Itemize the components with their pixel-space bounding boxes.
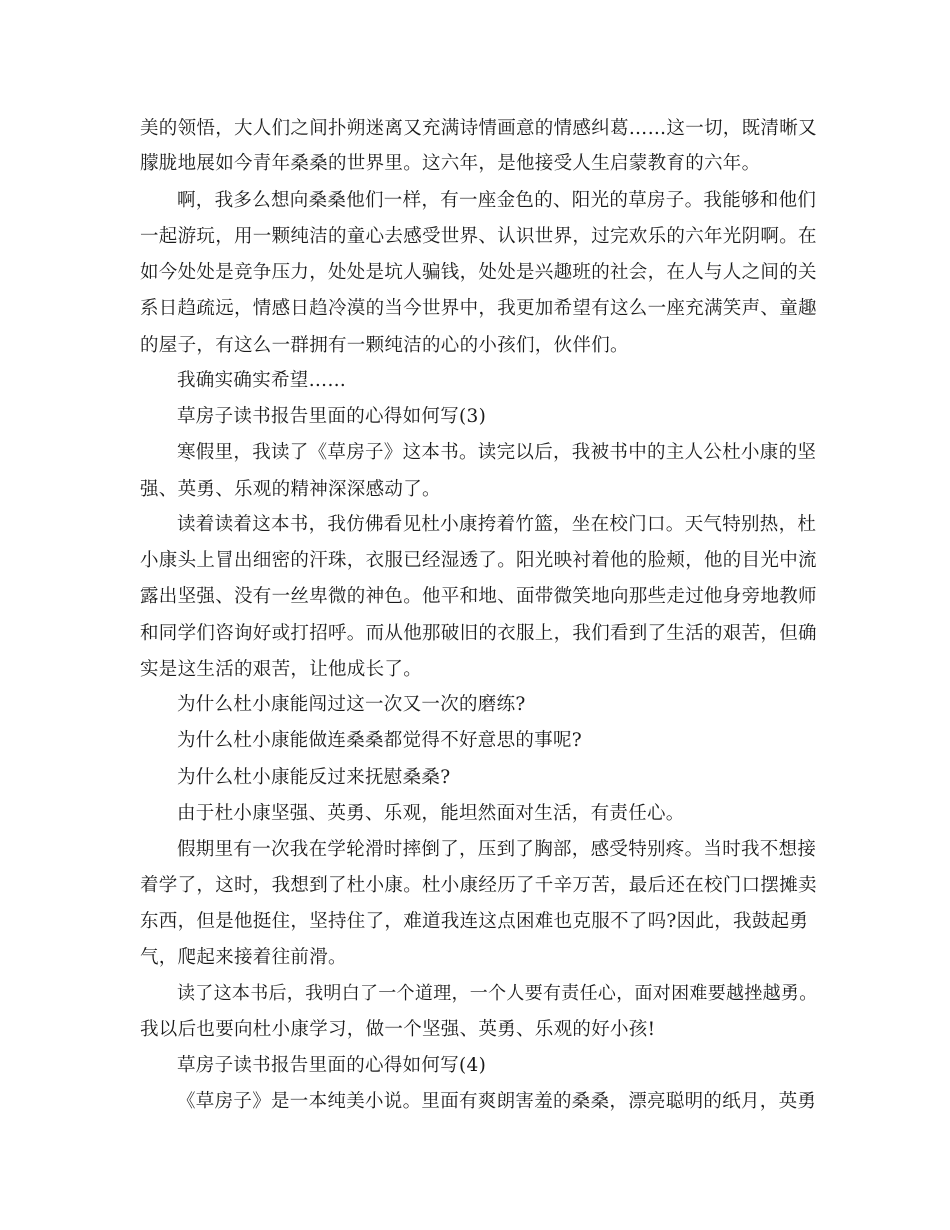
text-line: 的屋子，有这么一群拥有一颗纯洁的心的小孩们，伙伴们。 (140, 335, 629, 356)
paragraph-start: 为什么杜小康能反过来抚慰桑桑? (177, 767, 451, 788)
paragraph-start: 假期里有一次我在学轮滑时摔倒了，压到了胸部，感受特别疼。当时我不想接 (177, 839, 817, 860)
section-heading: 草房子读书报告里面的心得如何写(3) (177, 406, 487, 427)
text-line: 朦胧地展如今青年桑桑的世界里。这六年，是他接受人生启蒙教育的六年。 (140, 153, 761, 174)
paragraph-start: 我确实确实希望…… (177, 370, 347, 391)
text-line: 气，爬起来接着往前滑。 (140, 947, 347, 968)
text-line: 东西，但是他挺住，坚持住了，难道我连这点困难也克服不了吗?因此，我鼓起勇 (140, 911, 809, 932)
paragraph-start: 读了这本书后，我明白了一个道理，一个人要有责任心，面对困难要越挫越勇。 (177, 983, 818, 1004)
text-line: 系日趋疏远，情感日趋冷漠的当今世界中，我更加希望有这么一座充满笑声、童趣 (140, 298, 817, 319)
text-line: 如今处处是竞争压力，处处是坑人骗钱，处处是兴趣班的社会，在人与人之间的关 (140, 262, 817, 283)
text-line: 实是这生活的艰苦，让他成长了。 (140, 659, 423, 680)
text-line: 强、英勇、乐观的精神深深感动了。 (140, 479, 441, 500)
text-line: 着学了，这时，我想到了杜小康。杜小康经历了千辛万苦，最后还在校门口摆摊卖 (140, 875, 817, 896)
text-line: 小康头上冒出细密的汗珠，衣服已经湿透了。阳光映衬着他的脸颊，他的目光中流 (140, 550, 817, 571)
paragraph-start: 寒假里，我读了《草房子》这本书。读完以后，我被书中的主人公杜小康的坚 (177, 442, 817, 463)
text-line: 和同学们咨询好或打招呼。而从他那破旧的衣服上，我们看到了生活的艰苦，但确 (140, 623, 817, 644)
paragraph-start: 读着读着这本书，我仿佛看见杜小康挎着竹篮，坐在校门口。天气特别热，杜 (177, 514, 817, 535)
text-line: 我以后也要向杜小康学习，做一个坚强、英勇、乐观的好小孩! (140, 1019, 656, 1040)
text-line: 露出坚强、没有一丝卑微的神色。他平和地、面带微笑地向那些走过他身旁地教师 (140, 586, 817, 607)
text-line: 一起游玩，用一颗纯洁的童心去感受世界、认识世界，过完欢乐的六年光阴啊。在 (140, 226, 817, 247)
paragraph-start: 啊，我多么想向桑桑他们一样，有一座金色的、阳光的草房子。我能够和他们 (177, 190, 817, 211)
text-line: 美的领悟，大人们之间扑朔迷离又充满诗情画意的情感纠葛……这一切，既清晰又 (140, 118, 817, 139)
paragraph-start: 为什么杜小康能闯过这一次又一次的磨练? (177, 694, 526, 715)
paragraph-start: 为什么杜小康能做连桑桑都觉得不好意思的事呢? (177, 730, 583, 751)
section-heading: 草房子读书报告里面的心得如何写(4) (177, 1055, 487, 1076)
paragraph-start: 由于杜小康坚强、英勇、乐观，能坦然面对生活，有责任心。 (177, 803, 685, 824)
paragraph-start: 《草房子》是一本纯美小说。里面有爽朗害羞的桑桑，漂亮聪明的纸月，英勇 (177, 1091, 817, 1112)
